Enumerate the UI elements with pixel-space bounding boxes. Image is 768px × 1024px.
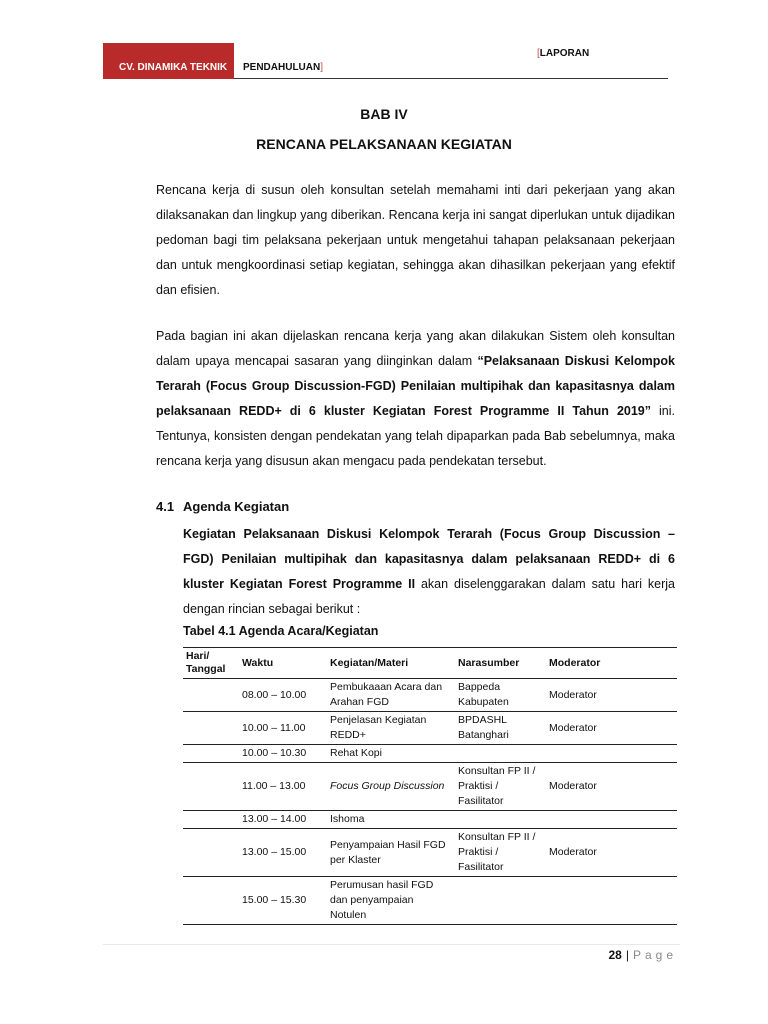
- table-row: [183, 829, 677, 877]
- cell-time: 13.00 – 15.00: [239, 829, 327, 877]
- header-rule: [234, 78, 668, 79]
- section-intro-end: akan diselenggarakan dalam satu hari kerja dengan rincian sebagai berikut :: [183, 577, 675, 616]
- col-header-speaker: Narasumber: [455, 648, 546, 679]
- col-header-activity: Kegiatan/Materi: [327, 648, 455, 679]
- header-report-bracket: [: [537, 48, 540, 59]
- cell-time: 13.00 – 14.00: [239, 811, 327, 829]
- col-header-time: Waktu: [239, 648, 327, 679]
- cell-activity: Penjelasan Kegiatan REDD+: [327, 712, 455, 745]
- cell-moderator: Moderator: [546, 679, 677, 712]
- table-row: [183, 811, 677, 829]
- section-intro-bold: Kegiatan Pelaksanaan Diskusi Kelompok Terarah (Focus Group Discussion – FGD) Penilaian multipihak dan kapasitasnya dalam pelaksanaan REDD+ di 6 kluster Kegiatan Forest Programme II: [183, 527, 675, 591]
- cell-moderator: Moderator: [546, 712, 677, 745]
- chapter-title: RENCANA PELAKSANAAN KEGIATAN: [256, 136, 512, 152]
- chapter-number: BAB IV: [360, 106, 408, 122]
- cell-day: [183, 763, 239, 811]
- cell-activity: Pembukaaan Acara dan Arahan FGD: [327, 679, 455, 712]
- cell-speaker: Bappeda Kabupaten: [455, 679, 546, 712]
- cell-moderator: Moderator: [546, 829, 677, 877]
- paragraph-plan-bold: “Pelaksanaan Diskusi Kelompok Terarah (Focus Group Discussion-FGD) Penilaian multipihak dan kapasitasnya dalam pelaksanaan REDD+ di 6 kluster Kegiatan Forest Programme II Tahun 2019”: [156, 354, 675, 418]
- section-title: Agenda Kegiatan: [183, 499, 290, 514]
- cell-day: [183, 829, 239, 877]
- cell-speaker: Konsultan FP II / Praktisi / Fasilitator: [455, 829, 546, 877]
- cell-speaker: Konsultan FP II / Praktisi / Fasilitator: [455, 763, 546, 811]
- cell-speaker: [455, 745, 546, 763]
- cell-speaker: BPDASHL Batanghari: [455, 712, 546, 745]
- header-section: [243, 62, 323, 73]
- paragraph-plan-end: ini. Tentunya, konsisten dengan pendekatan yang telah dipaparkan pada Bab sebelumnya, maka rencana kerja yang disusun akan mengacu pada pendekatan tersebut.: [156, 404, 675, 468]
- table-row: [183, 745, 677, 763]
- col-header-day: Hari/ Tanggal: [183, 648, 239, 679]
- company-name: CV. DINAMIKA TEKNIK: [119, 62, 228, 73]
- page-word: Page: [632, 948, 677, 962]
- header-report-label: LAPORAN: [539, 48, 590, 59]
- table-row: [183, 763, 677, 811]
- paragraph-intro: Rencana kerja di susun oleh konsultan setelah memahami inti dari pekerjaan yang akan dilaksanakan dan lingkup yang diberikan. Rencana kerja ini sangat diperlukan untuk dijadikan pedoman bagi tim pelaksana pekerjaan untuk mengetahui tahapan pelaksanaan pekerjaan dan untuk mengkoordinasi setiap kegiatan, sehingga akan dihasilkan pekerjaan yang efektif dan efisien.: [156, 183, 675, 297]
- cell-moderator: [546, 811, 677, 829]
- cell-day: [183, 811, 239, 829]
- page-number: 28: [608, 948, 622, 962]
- cell-time: 15.00 – 15.30: [239, 877, 327, 925]
- cell-time: 08.00 – 10.00: [239, 679, 327, 712]
- cell-activity: Perumusan hasil FGD dan penyampaian Notulen: [327, 877, 455, 925]
- col-header-moderator: Moderator: [546, 648, 677, 679]
- cell-day: [183, 745, 239, 763]
- page-footer: [608, 948, 677, 962]
- cell-time: 10.00 – 11.00: [239, 712, 327, 745]
- cell-moderator: Moderator: [546, 763, 677, 811]
- paragraph-plan: [156, 324, 675, 474]
- table-header-row: [183, 648, 677, 679]
- company-banner: [103, 43, 234, 79]
- cell-activity: Rehat Kopi: [327, 745, 455, 763]
- cell-speaker: [455, 811, 546, 829]
- cell-activity: Penyampaian Hasil FGD per Klaster: [327, 829, 455, 877]
- cell-day: [183, 679, 239, 712]
- cell-moderator: [546, 745, 677, 763]
- cell-moderator: [546, 877, 677, 925]
- header-section-bracket: ]: [320, 62, 324, 73]
- cell-time: 10.00 – 10.30: [239, 745, 327, 763]
- paragraph-plan-start: Pada bagian ini akan dijelaskan rencana kerja yang akan dilakukan Sistem oleh konsultan dalam upaya mencapai sasaran yang diinginkan dalam: [156, 329, 675, 368]
- header-report: [537, 48, 589, 59]
- header-section-label: PENDAHULUAN: [243, 62, 321, 73]
- cell-time: 11.00 – 13.00: [239, 763, 327, 811]
- cell-speaker: [455, 877, 546, 925]
- section-intro: [183, 522, 675, 622]
- section-number: 4.1: [156, 499, 175, 514]
- cell-day: [183, 712, 239, 745]
- table-row: [183, 712, 677, 745]
- table-row: [183, 679, 677, 712]
- footer-separator: |: [625, 948, 629, 962]
- cell-day: [183, 877, 239, 925]
- footer-rule: [103, 944, 680, 945]
- table-caption: Tabel 4.1 Agenda Acara/Kegiatan: [183, 624, 379, 638]
- table-row: [183, 877, 677, 925]
- cell-activity: Ishoma: [327, 811, 455, 829]
- agenda-table: [183, 647, 677, 925]
- cell-activity: Focus Group Discussion: [327, 763, 455, 811]
